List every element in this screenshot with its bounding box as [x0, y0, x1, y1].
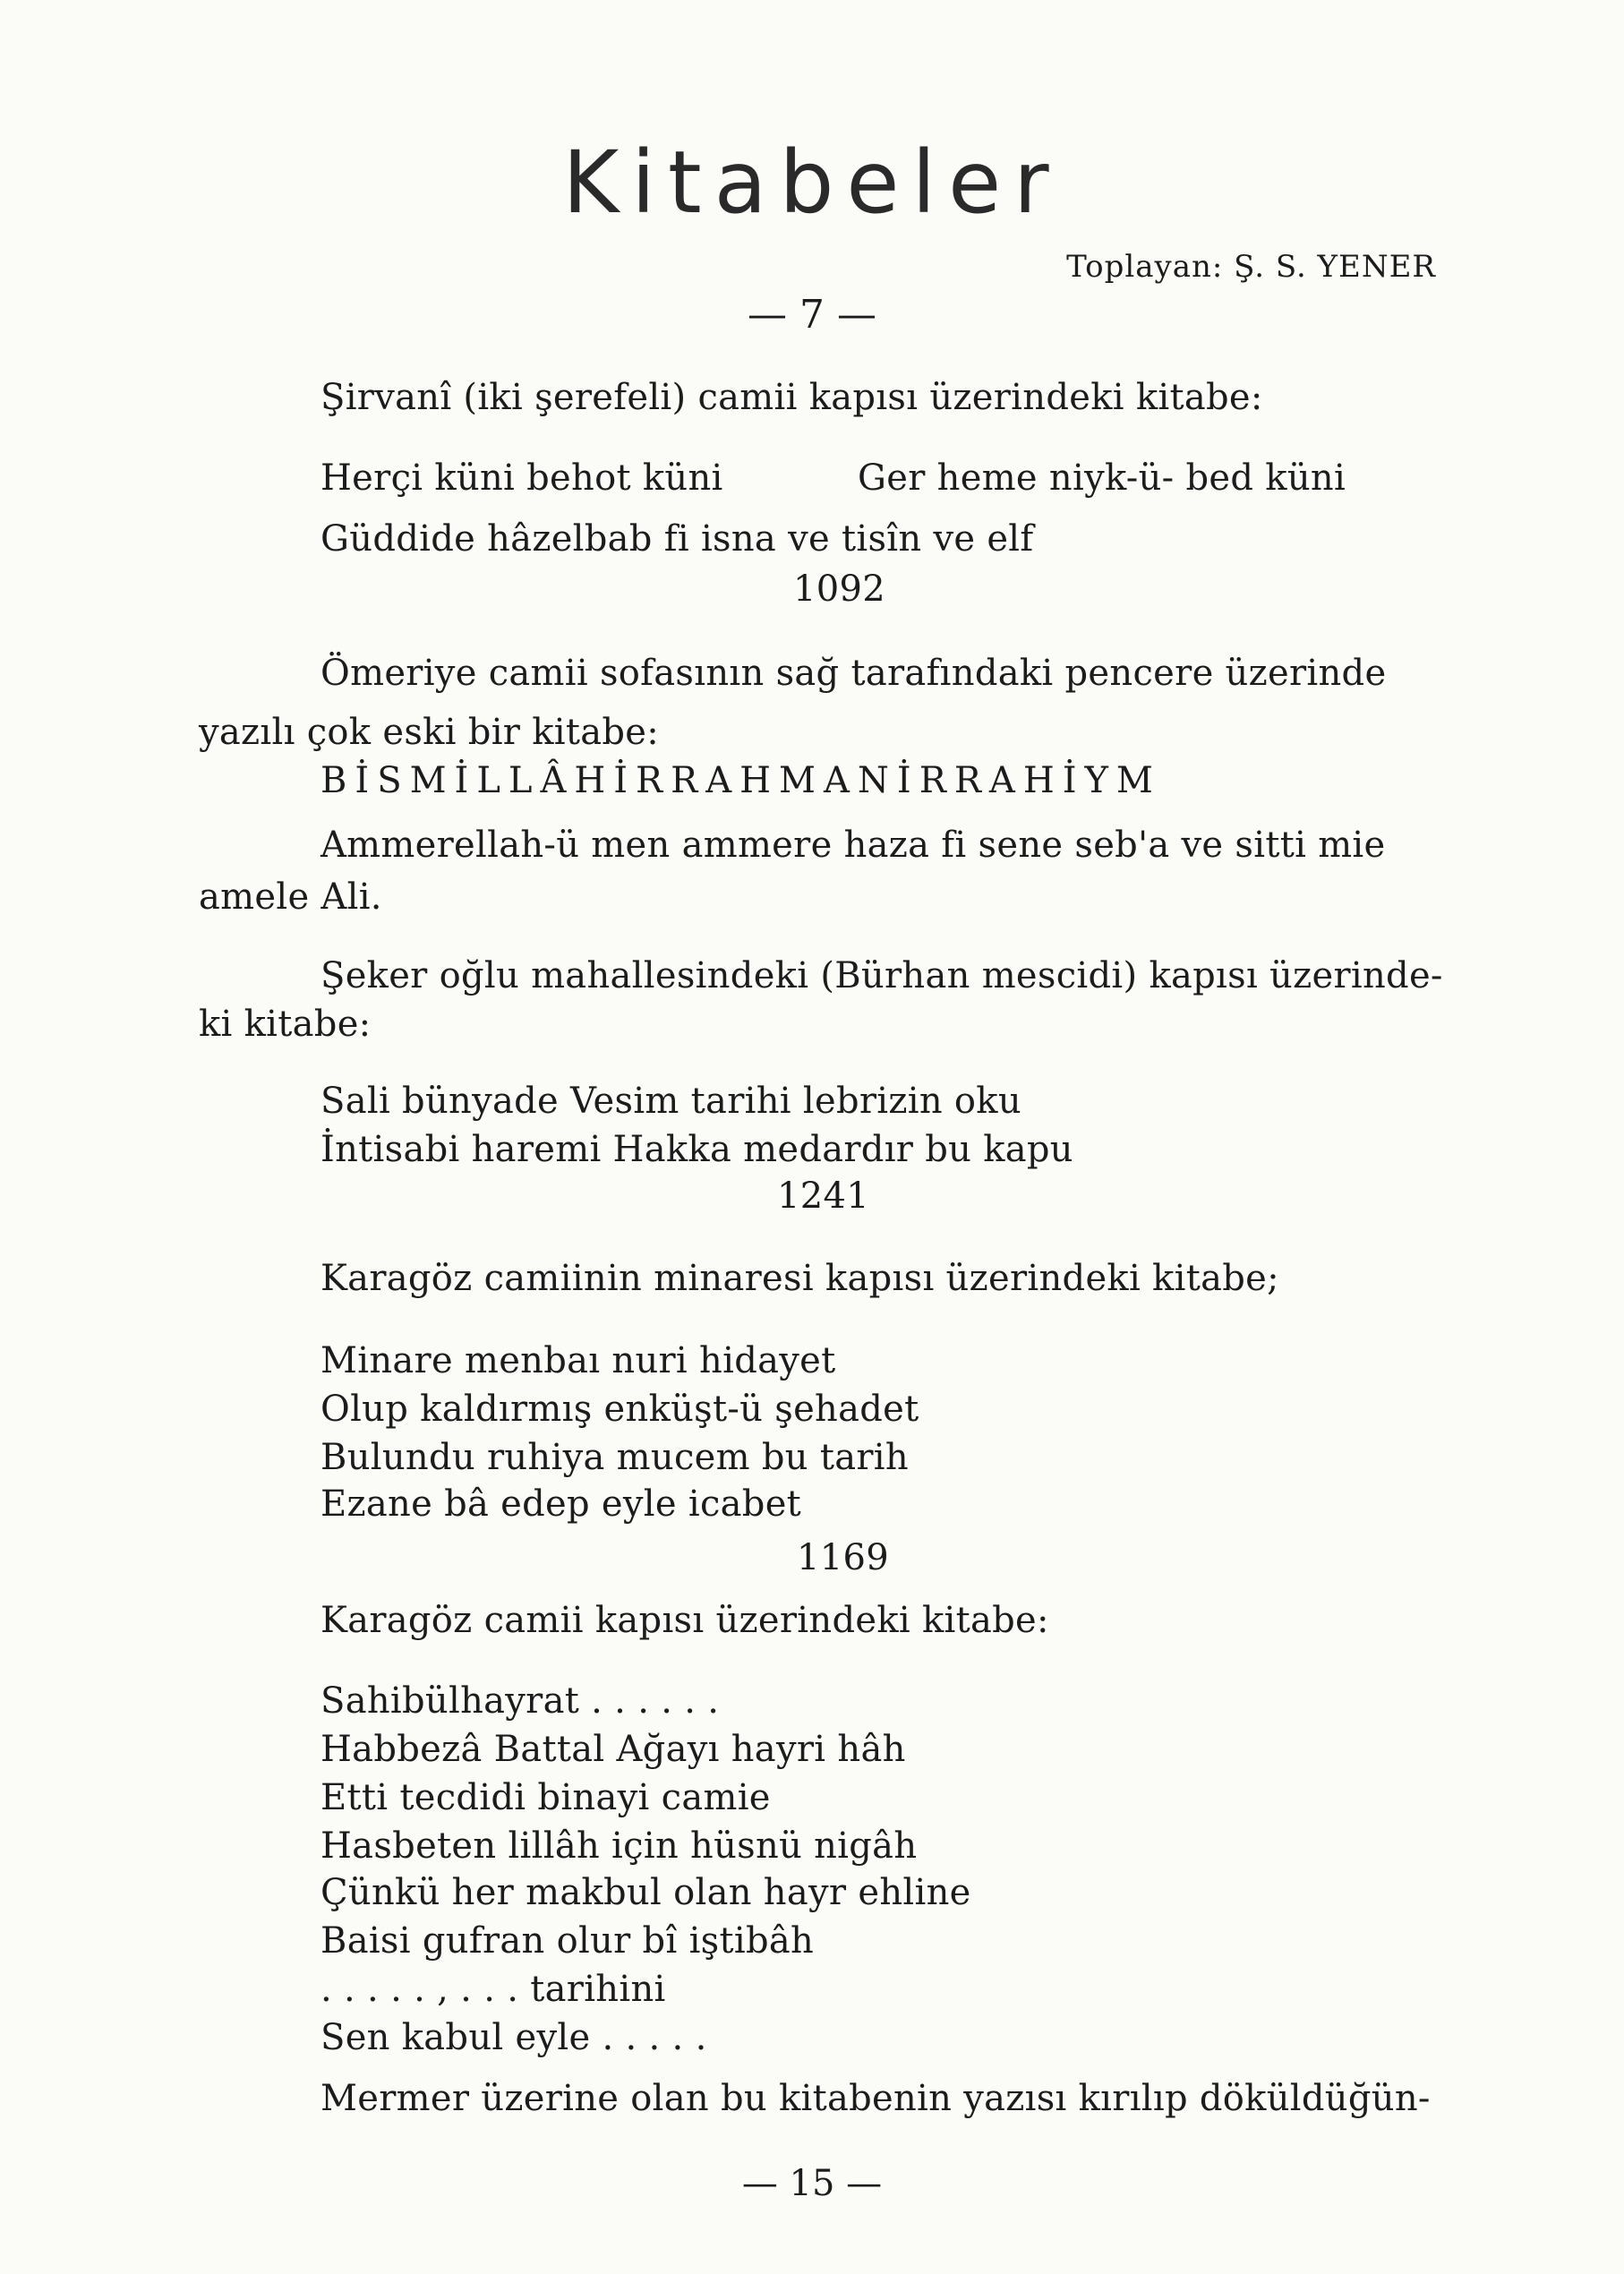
section-2-text-line-1: Ammerellah-ü men ammere haza fi sene seb'a ve sitti mie [321, 825, 1386, 866]
section-4-year: 1169 [797, 1537, 889, 1578]
section-5-verse-5: Çünkü her makbul olan hayr ehline [321, 1872, 971, 1913]
page-number: — 15 — [741, 2163, 883, 2204]
section-4-verse-4: Ezane bâ edep eyle icabet [321, 1483, 802, 1525]
section-5-verse-6: Baisi gufran olur bî iştibâh [321, 1920, 815, 1962]
page-title: Kitabeler [562, 133, 1062, 233]
section-2-intro-line-1: Ömeriye camii sofasının sağ tarafındaki pencere üzerinde [321, 653, 1387, 694]
section-4-verse-2: Olup kaldırmış enküşt-ü şehadet [321, 1389, 919, 1430]
section-6-text: Mermer üzerine olan bu kitabenin yazısı kırılıp döküldüğün- [321, 2078, 1431, 2119]
section-4-intro: Karagöz camiinin minaresi kapısı üzerindeki kitabe; [321, 1258, 1279, 1299]
section-4-verse-1: Minare menbaı nuri hidayet [321, 1340, 836, 1381]
section-5-verse-3: Etti tecdidi binayi camie [321, 1777, 771, 1818]
section-1-verse-1b: Ger heme niyk-ü- bed küni [858, 457, 1346, 499]
section-5-verse-8: Sen kabul eyle . . . . . [321, 2017, 707, 2058]
section-5-verse-4: Hasbeten lillâh için hüsnü nigâh [321, 1825, 918, 1867]
section-1-intro: Şirvanî (iki şerefeli) camii kapısı üzerindeki kitabe: [321, 377, 1263, 418]
author-line: Toplayan: Ş. S. YENER [1066, 249, 1436, 285]
section-3-verse-1: Sali bünyade Vesim tarihi lebrizin oku [321, 1081, 1021, 1122]
section-3-year: 1241 [777, 1175, 869, 1217]
section-3-verse-2: İntisabi haremi Hakka medardır bu kapu [321, 1129, 1073, 1170]
section-2-text-line-2: amele Ali. [199, 876, 382, 918]
section-1-year: 1092 [793, 568, 885, 610]
section-5-verse-2: Habbezâ Battal Ağayı hayri hâh [321, 1729, 906, 1770]
section-2-intro-line-2: yazılı çok eski bir kitabe: [199, 712, 660, 753]
section-5-intro: Karagöz camii kapısı üzerindeki kitabe: [321, 1600, 1049, 1641]
section-5-verse-1: Sahibülhayrat . . . . . . [321, 1680, 720, 1722]
chapter-number: — 7 — [748, 292, 876, 338]
section-4-verse-3: Bulundu ruhiya mucem bu tarih [321, 1437, 909, 1478]
section-3-intro-line-2: ki kitabe: [199, 1004, 372, 1045]
section-2-bismillah: BİSMİLLÂHİRRAHMANİRRAHİYM [321, 760, 1161, 801]
section-3-intro-line-1: Şeker oğlu mahallesindeki (Bürhan mescidi) kapısı üzerinde- [321, 955, 1443, 996]
section-1-verse-2: Güddide hâzelbab fi isna ve tisîn ve elf [321, 518, 1034, 560]
section-1-verse-1a: Herçi küni behot küni [321, 457, 723, 499]
section-5-verse-7: . . . . . , . . . tarihini [321, 1969, 666, 2010]
